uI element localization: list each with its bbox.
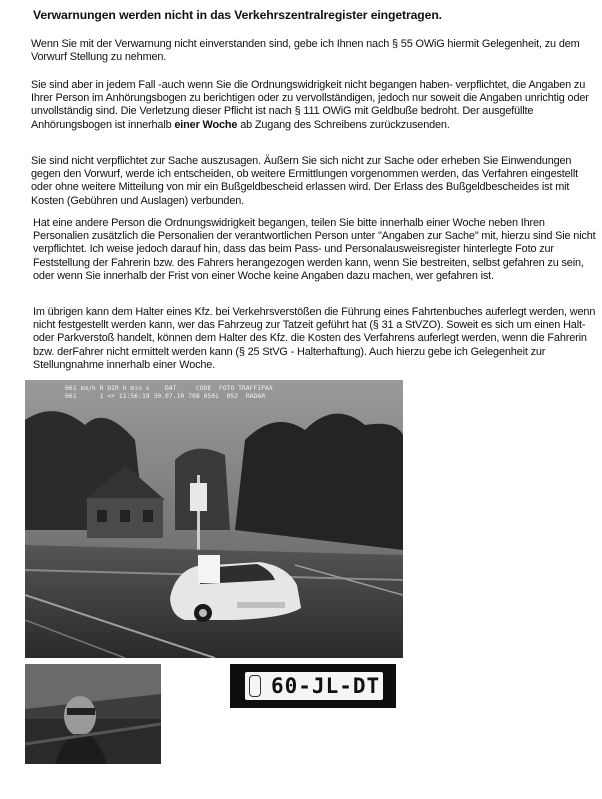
street-scene-image: [25, 380, 403, 658]
paragraph-obligation-deadline: einer Woche: [174, 118, 238, 131]
license-plate-photo: [230, 664, 396, 708]
driver-photo: [25, 664, 161, 764]
paragraph-obligation-text-end: ab Zugang des Schreibens zurückzusenden.: [237, 118, 450, 131]
paragraph-objection: Wenn Sie mit der Verwarnung nicht einverstanden sind, gebe ich Ihnen nach § 55 OWiG hiermit Gelegenheit, zu dem Vorwurf Stellung zu nehmen.: [31, 38, 580, 64]
paragraph-obligation: [31, 79, 597, 132]
paragraph-statement-rights: Sie sind nicht verpflichtet zur Sache auszusagen. Äußern Sie sich nicht zur Sache oder erheben Sie Einwendungen gegen den Vorwurf, werde ich entscheiden, ob weitere Ermittlungen vorgenommen werden, das Verfahren eingestellt oder ohne weitere Mitteilung von mir ein Bußgeldbescheid erlassen wird. Der Erlass des Bußgeldbescheides ist mit Kosten (Gebühren und Auslagen) verbunden.: [31, 155, 578, 207]
speed-camera-photo: [25, 380, 403, 658]
paragraph-logbook: Im übrigen kann dem Halter eines Kfz. bei Verkehrsverstößen die Führung eines Fahrtenbuches auferlegt werden, wenn nicht festgestellt werden kann, wer das Fahrzeug zur Tatzeit geführt hat (§ 31 a StVZO). Soweit es sich um einen Halt- oder Parkverstoß handelt, können dem Halter des Kfz. die Kosten des Verfahrens auferlegt werden, wenn die Fahrerin bzw. derFahrer nicht ermittelt werden kann (§ 25 StVG - Halterhaftung). Auch hierzu gebe ich Gelegenheit zur Stellungnahme innerhalb einer Woche.: [33, 306, 596, 371]
document-heading: Verwarnungen werden nicht in das Verkehrszentralregister eingetragen.: [33, 8, 442, 22]
paragraph-other-driver: Hat eine andere Person die Ordnungswidrigkeit begangen, teilen Sie bitte innerhalb einer Woche neben Ihren Personalien zusätzlich die Personalien der verantwortlichen Person unter "Angaben zur Sache" mit, hierzu sind Sie nicht verpflichtet. Ich weise jedoch darauf hin, dass das beim Pass- und Personalausweisregister hinterlegte Foto zur Feststellung der Fahrerin bzw. des Fahrers herangezogen werden kann, wenn Sie bestreiten, selbst gefahren zu sein, oder wenn Sie innerhalb der Frist von einer Woche keine Angaben dazu machen, wer gefahren ist.: [33, 217, 596, 282]
plate-country-icon: [249, 675, 261, 697]
plate-number: 60-JL-DT: [271, 674, 381, 698]
camera-data-strip: [25, 380, 403, 410]
driver-image: [25, 664, 161, 764]
camera-data-line-2: 061 1 <+ 11:56:19 30.07.10 708 0501 052 RADAR: [65, 392, 266, 400]
camera-data-line-1: 061 km/h R DIR h min s DAT CODE FOTO TRAFFIPAX: [65, 384, 273, 392]
paragraph-obligation-text: Sie sind aber in jedem Fall -auch wenn Sie die Ordnungswidrigkeit nicht begangen haben- verpflichtet, die Angaben zu Ihrer Person im Anhörungsbogen zu berichtigen oder zu vervollständigen, jedoch nur soweit die Angaben unrichtig oder unvollständig sind. Die Verletzung dieser Pflicht ist nach § 111 OWiG mit Geldbuße bedroht. Der ausgefüllte Anhörungsbogen ist innerhalb: [31, 79, 589, 131]
license-plate: [245, 672, 383, 700]
